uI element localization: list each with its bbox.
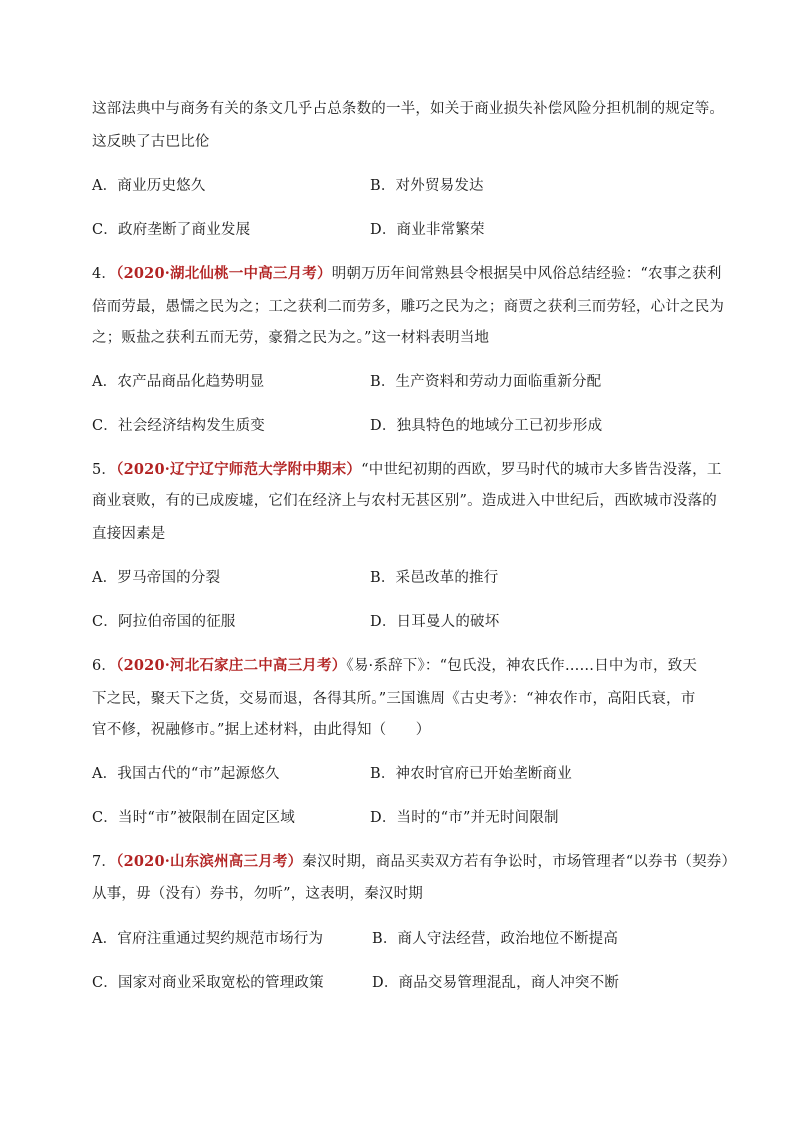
q7-option-d: D．商品交易管理混乱，商人冲突不断 bbox=[372, 975, 620, 991]
q6-stem-line-1 bbox=[92, 656, 697, 676]
q5-option-c: C．阿拉伯帝国的征服 bbox=[92, 614, 236, 630]
q4-stem-line-3: 之；贩盐之获利五而无劳，豪猾之民为之。”这一材料表明当地 bbox=[92, 330, 490, 346]
q4-stem-text: 明朝万历年间常熟县令根据吴中风俗总结经验：“农事之获利 bbox=[331, 266, 722, 282]
q7-number: 7． bbox=[92, 854, 117, 870]
q3-option-a: A．商业历史悠久 bbox=[92, 178, 206, 194]
q5-stem-line-2: 商业衰败，有的已成废墟，它们在经济上与农村无甚区别”。造成进入中世纪后，西欧城市没落的 bbox=[92, 493, 718, 509]
q7-stem-line-1 bbox=[92, 852, 736, 872]
q4-stem-line-2: 倍而劳最，愚懦之民为之；工之获利二而劳多，雕巧之民为之；商贾之获利三而劳轻，心计之民为 bbox=[92, 299, 725, 315]
q3-option-d: D．商业非常繁荣 bbox=[370, 222, 485, 238]
q3-stem-line-2: 这反映了古巴比伦 bbox=[92, 134, 210, 150]
q4-source-tag: （2020·湖北仙桃一中高三月考） bbox=[116, 265, 332, 282]
q7-option-b: B．商人守法经营，政治地位不断提高 bbox=[372, 931, 619, 947]
q5-option-a: A．罗马帝国的分裂 bbox=[92, 570, 221, 586]
q5-source-tag: （2020·辽宁辽宁师范大学附中期末） bbox=[116, 461, 362, 478]
q5-option-b: B．采邑改革的推行 bbox=[370, 570, 499, 586]
q6-stem-text: 《易·系辞下》：“包氏没，神农氏作……日中为市，致天 bbox=[346, 658, 698, 674]
q3-stem-line-1: 这部法典中与商务有关的条文几乎占总条数的一半，如关于商业损失补偿风险分担机制的规定等。 bbox=[92, 101, 725, 117]
q7-stem-line-2: 从事，毋（没有）券书，勿听”，这表明，秦汉时期 bbox=[92, 886, 424, 902]
q7-option-a: A．官府注重通过契约规范市场行为 bbox=[92, 931, 324, 947]
q6-source-tag: （2020·河北石家庄二中高三月考） bbox=[116, 657, 347, 674]
q4-option-b: B．生产资料和劳动力面临重新分配 bbox=[370, 374, 602, 390]
q4-option-a: A．农产品商品化趋势明显 bbox=[92, 374, 265, 390]
q7-stem-text: 秦汉时期，商品买卖双方若有争讼时，市场管理者“以券书（契券） bbox=[302, 854, 737, 870]
q5-stem-line-3: 直接因素是 bbox=[92, 526, 166, 542]
q3-option-c: C．政府垄断了商业发展 bbox=[92, 222, 251, 238]
q5-stem-line-1 bbox=[92, 460, 722, 480]
q6-stem-line-3: 官不修，祝融修市。”据上述材料，由此得知（ ） bbox=[92, 722, 431, 738]
q5-option-d: D．日耳曼人的破坏 bbox=[370, 614, 500, 630]
q4-stem-line-1 bbox=[92, 264, 722, 284]
q7-option-c: C．国家对商业采取宽松的管理政策 bbox=[92, 975, 324, 991]
q6-option-b: B．神农时官府已开始垄断商业 bbox=[370, 766, 572, 782]
q7-source-tag: （2020·山东滨州高三月考） bbox=[116, 853, 303, 870]
q4-option-c: C．社会经济结构发生质变 bbox=[92, 418, 265, 434]
q6-stem-line-2: 下之民，聚天下之货，交易而退，各得其所。”三国谯周《古史考》：“神农作市，高阳氏衰，市 bbox=[92, 691, 696, 707]
q6-option-d: D．当时的“市”并无时间限制 bbox=[370, 810, 559, 826]
q5-stem-text: “中世纪初期的西欧，罗马时代的城市大多皆告没落，工 bbox=[361, 462, 722, 478]
q4-number: 4． bbox=[92, 266, 117, 282]
q6-number: 6． bbox=[92, 658, 117, 674]
q3-option-b: B．对外贸易发达 bbox=[370, 178, 484, 194]
q6-option-c: C．当时“市”被限制在固定区域 bbox=[92, 810, 295, 826]
q6-option-a: A．我国古代的“市”起源悠久 bbox=[92, 766, 280, 782]
q4-option-d: D．独具特色的地域分工已初步形成 bbox=[370, 418, 603, 434]
q5-number: 5． bbox=[92, 462, 117, 478]
